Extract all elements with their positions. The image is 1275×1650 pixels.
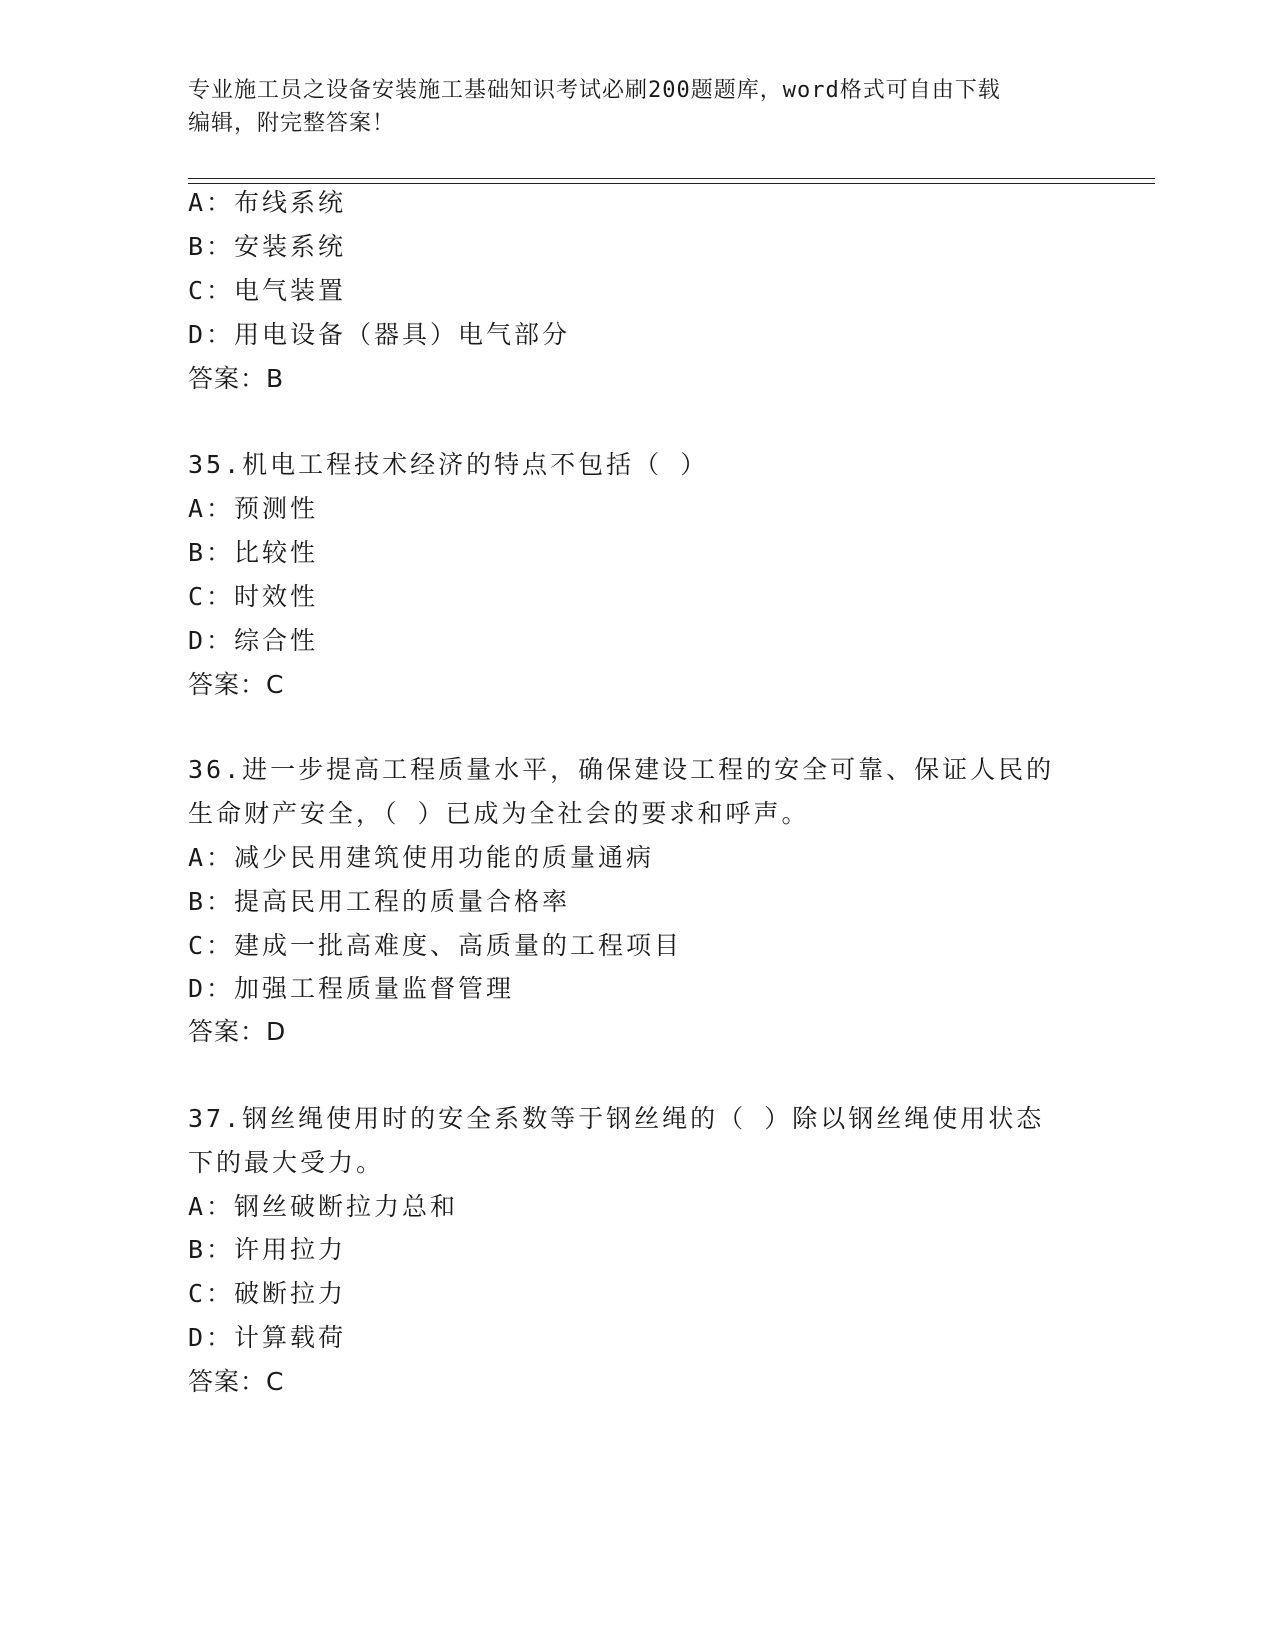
q35-option-b: B：比较性: [188, 538, 319, 567]
header-line-2: 编辑，附完整答案！: [188, 111, 396, 136]
q35-option-c: C：时效性: [188, 582, 319, 611]
q35-option-a: A：预测性: [188, 494, 319, 523]
q37-option-c: C：破断拉力: [188, 1279, 347, 1308]
q36-option-c: C：建成一批高难度、高质量的工程项目: [188, 931, 683, 960]
q36-stem-line-2: 生命财产安全，（ ）已成为全社会的要求和呼声。: [188, 799, 810, 828]
q36-option-d: D：加强工程质量监督管理: [188, 974, 515, 1003]
header-line-1: 专业施工员之设备安装施工基础知识考试必刷200题题库，word格式可自由下载: [188, 78, 1001, 103]
q37-answer: 答案：C: [188, 1367, 285, 1396]
q36-option-a: A：减少民用建筑使用功能的质量通病: [188, 843, 655, 872]
q37-option-b: B：许用拉力: [188, 1235, 347, 1264]
q35-answer: 答案：C: [188, 670, 285, 699]
q36-answer: 答案：D: [188, 1017, 287, 1046]
q34-option-d: D：用电设备（器具）电气部分: [188, 320, 571, 349]
q35-option-d: D：综合性: [188, 626, 319, 655]
header-divider: [188, 178, 1155, 184]
q35-stem: 35.机电工程技术经济的特点不包括（ ）: [188, 450, 709, 479]
q34-option-b: B：安装系统: [188, 232, 347, 261]
q37-option-d: D：计算载荷: [188, 1323, 347, 1352]
q37-stem-line-2: 下的最大受力。: [188, 1148, 385, 1177]
document-header: [188, 74, 1088, 140]
q34-option-c: C：电气装置: [188, 276, 347, 305]
q34-option-a: A：布线系统: [188, 188, 347, 217]
q37-option-a: A：钢丝破断拉力总和: [188, 1192, 459, 1221]
q36-stem-line-1: 36.进一步提高工程质量水平，确保建设工程的安全可靠、保证人民的: [188, 755, 1055, 784]
q36-option-b: B：提高民用工程的质量合格率: [188, 887, 571, 916]
q34-answer: 答案：B: [188, 364, 285, 393]
q37-stem-line-1: 37.钢丝绳使用时的安全系数等于钢丝绳的（ ）除以钢丝绳使用状态: [188, 1104, 1045, 1133]
